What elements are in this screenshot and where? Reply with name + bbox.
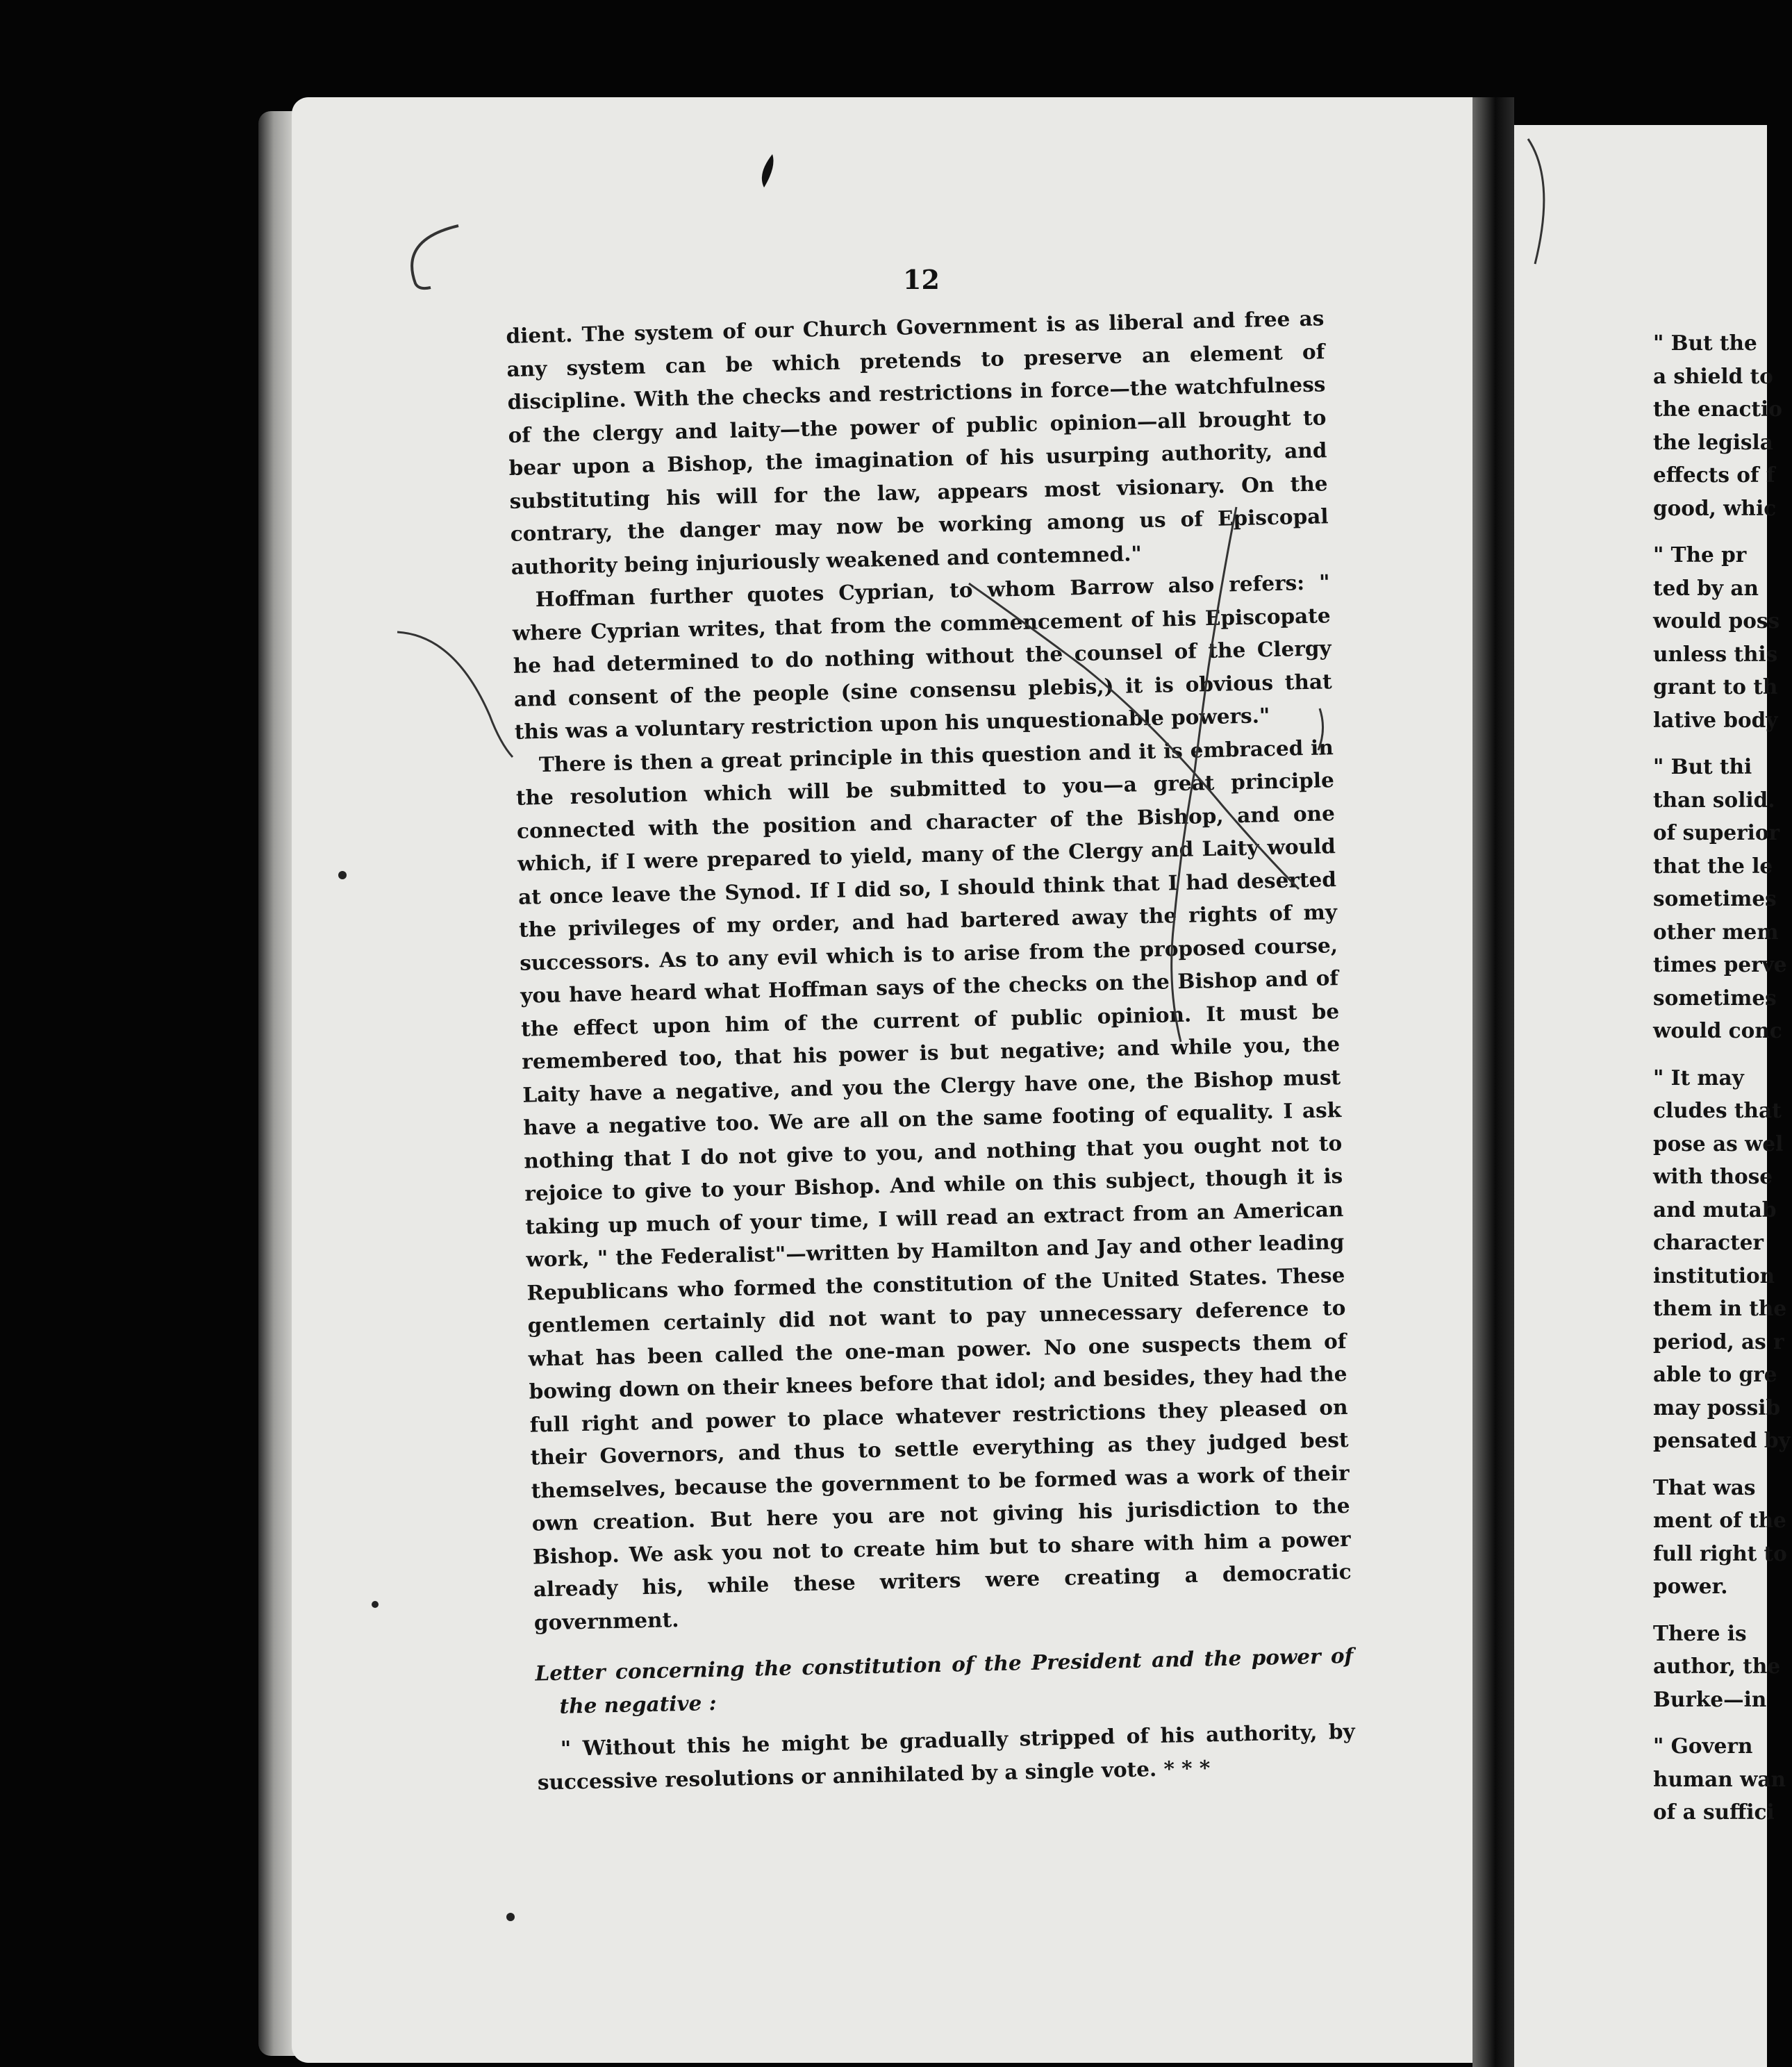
right-page-line: grant to th [1653, 674, 1778, 699]
federalist-quote: " Without this he might be gradually stripped of his authority, by successive resolutions or annihilated by a single vote. * * * [537, 1718, 1356, 1794]
paragraph-gap [1653, 1716, 1792, 1729]
right-page-line: That was [1653, 1475, 1756, 1500]
right-page-line: sometimes [1653, 886, 1777, 911]
right-page-line: pose as wel [1653, 1131, 1784, 1156]
right-page-line: unless this [1653, 641, 1778, 666]
right-page-line: them in the [1653, 1296, 1787, 1320]
paragraph-gap [1653, 1047, 1792, 1061]
paragraph-gap [1653, 736, 1792, 750]
right-page-line: may possib [1653, 1395, 1781, 1420]
paragraph-gap [1653, 524, 1792, 538]
right-page-line: would poss [1653, 608, 1780, 633]
right-page-line: " Govern [1653, 1734, 1753, 1758]
right-page-line: power. [1653, 1574, 1728, 1598]
right-page-line: effects of f [1653, 463, 1775, 487]
right-page-fragments [1653, 326, 1792, 1829]
right-page-line: ted by an [1653, 575, 1759, 600]
right-page-line: sometimes [1653, 985, 1777, 1010]
right-page-line: pensated by [1653, 1428, 1791, 1452]
book-gutter [1472, 97, 1514, 2067]
right-page-line: institution [1653, 1263, 1775, 1288]
right-page-line: the enactio [1653, 397, 1782, 421]
right-page-line: author, the [1653, 1654, 1781, 1678]
right-page-line: ment of the [1653, 1508, 1786, 1532]
paragraph-gap [1653, 1603, 1792, 1617]
left-page-body [506, 301, 1356, 1798]
letter-heading: Letter concerning the constitution of the President and the power of the negative : [535, 1643, 1354, 1718]
right-page-line: good, whic [1653, 495, 1777, 520]
paragraph-1: dient. The system of our Church Government is as liberal and free as any system can be which pretends to preserve an element of discipline. With the checks and restrictions in force—the watchfulness of the clergy and laity—the power of public opinion—all brought to bear upon a Bishop, the imagination of his usurping authority, and substituting his will for the law, appears most visionary. On the contrary, the danger may now be working among us of Episcopal authority being injuriously weakened and contemned." [506, 306, 1329, 579]
right-page-line: " The pr [1653, 542, 1747, 567]
right-page-line: other mem [1653, 919, 1779, 944]
right-page-line: than solid. [1653, 787, 1775, 812]
right-page-line: that the le [1653, 853, 1773, 878]
right-page-line: of superior [1653, 820, 1780, 845]
right-page-line: " It may [1653, 1065, 1744, 1090]
paragraph-3: There is then a great principle in this question and it is embraced in the resolution which will be submitted to you—a great principle connected with the position and character of the Bishop, and one which, if I were prepared to yield, many of the Clergy and Laity would at once leave the Synod. If I did so, I should think that I had deserted the privileges of my order, and had bartered away the rights of my successors. As to any evil which is to arise from the proposed course, you have heard what Hoffman says of the checks on the Bishop and of the effect upon him of the current of public opinion. It must be remembered too, that his power is but negative; and while you, the Laity have a negative, and you the Clergy have one, the Bishop must have a negative too. We are all on the same footing of equality. I ask nothing that I do not give to you, and nothing that you ought not to rejoice to give to your Bishop. And while on this subject, though it is taking up much of your time, I will read an extract from an American work, " the Federalist"—written by Hamilton and Jay and other leading Republicans who formed the constitution of the United States. These gentlemen certainly did not want to pay unnecessary deference to what has been called the one-man power. No one suspects them of bowing down on their knees before that idol; and besides, they had the full right and power to place whatever restrictions they pleased on their Governors, and thus to settle everything as they judged best themselves, because the government to be formed was a work of their own creation. But here you are not giving his jurisdiction to the Bishop. We ask you not to create him but to share with him a power already his, while these writers were creating a democratic government. [515, 734, 1352, 1635]
right-page-line: There is [1653, 1620, 1747, 1645]
paragraph-2: Hoffman further quotes Cyprian, to whom Barrow also refers: " where Cyprian writes, that from the commencement of his Episcopate he had determined to do nothing without the counsel of the Clergy and consent of the people (sine consensu plebis,) it is obvious that this was a voluntary restriction upon his unquestionable powers." [512, 570, 1333, 744]
paragraph-gap [1653, 1457, 1792, 1471]
right-page-line: " But thi [1653, 754, 1752, 779]
right-page-line: lative body [1653, 707, 1778, 732]
right-page-line: of a suffici [1653, 1800, 1775, 1824]
right-page-line: Burke—in [1653, 1686, 1767, 1711]
page-number: 12 [903, 264, 940, 295]
right-page-line: a shield to [1653, 363, 1773, 388]
right-page-line: the legisla [1653, 429, 1773, 454]
right-page-line: period, as r [1653, 1329, 1784, 1354]
right-page-line: character [1653, 1230, 1764, 1254]
right-page-line: times perve [1653, 952, 1787, 977]
right-page-line: " But the [1653, 331, 1757, 355]
right-page-line: human wan [1653, 1766, 1786, 1791]
right-page-line: cludes that [1653, 1098, 1782, 1122]
right-page-line: would conc [1653, 1018, 1782, 1043]
right-page-line: and mutab [1653, 1197, 1777, 1222]
right-page-line: full right to [1653, 1541, 1787, 1566]
right-page-line: with those [1653, 1164, 1773, 1188]
right-page-line: able to gre [1653, 1362, 1777, 1386]
